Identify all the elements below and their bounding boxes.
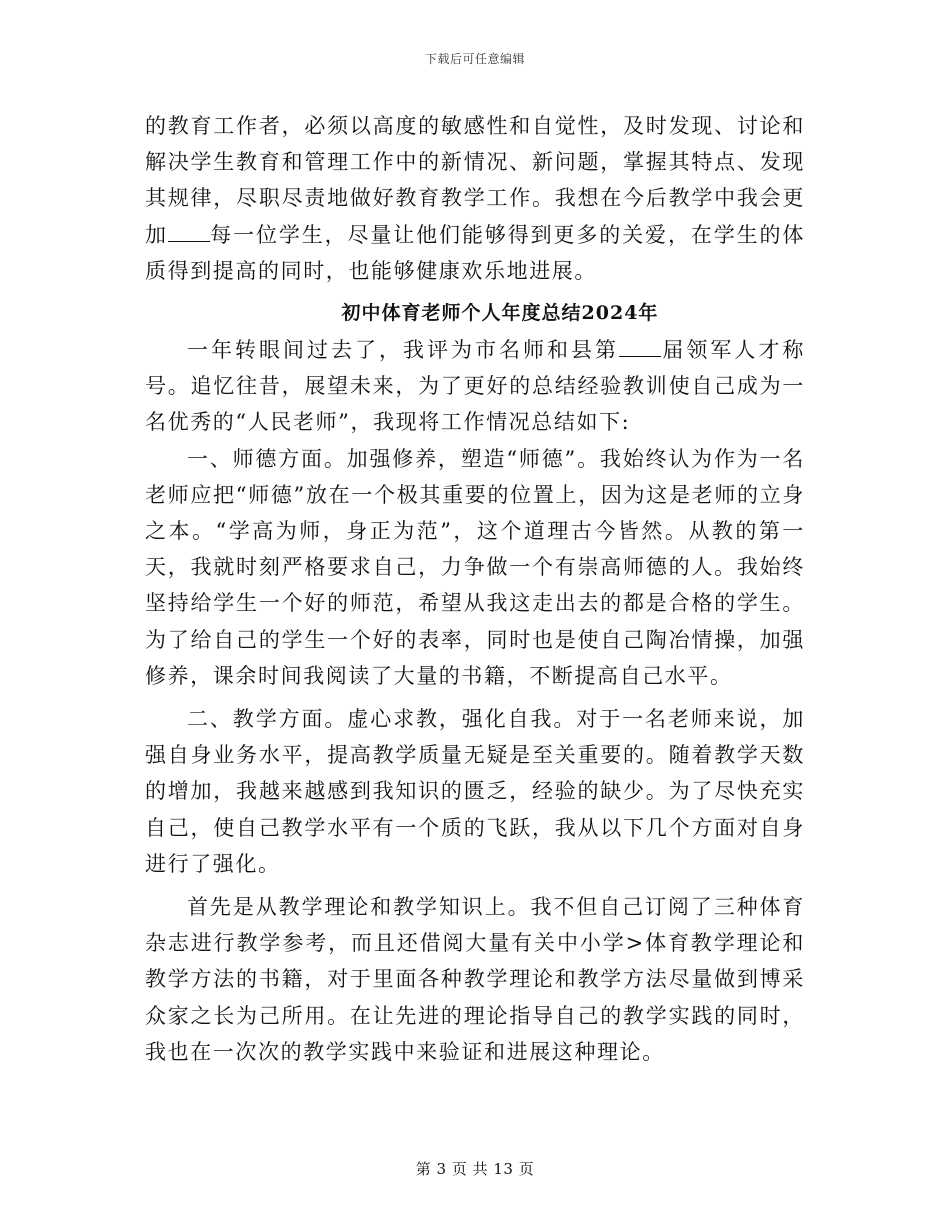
paragraph-spacer bbox=[145, 694, 805, 701]
opening-paragraph bbox=[145, 332, 805, 441]
paragraph-spacer bbox=[145, 882, 805, 889]
fill-in-blank bbox=[619, 338, 661, 357]
intro-paragraph-text-2: 每一位学生，尽量让他们能够得到更多的关爱，在学生的体质得到提高的同时，也能够健康欢乐地进展。 bbox=[145, 222, 805, 283]
ethics-paragraph: 一、师德方面。加强修养，塑造“师德”。我始终认为作为一名老师应把“师德”放在一个极其重要的位置上，因为这是老师的立身之本。“学高为师，身正为范”，这个道理古今皆然。从教的第一天，我就时刻严格要求自己，力争做一个有崇高师德的人。我始终坚持给学生一个好的师范，希望从我这走出去的都是合格的学生。为了给自己的学生一个好的表率，同时也是使自己陶冶情操，加强修养，课余时间我阅读了大量的书籍，不断提高自己水平。 bbox=[145, 446, 805, 688]
document-body bbox=[145, 108, 805, 1070]
teaching-paragraph: 二、教学方面。虚心求教，强化自我。对于一名老师来说，加强自身业务水平，提高教学质量无疑是至关重要的。随着教学天数的增加，我越来越感到我知识的匮乏，经验的缺少。为了尽快充实自己，使自己教学水平有一个质的飞跃，我从以下几个方面对自身进行了强化。 bbox=[145, 707, 805, 876]
page-header: 下载后可任意编辑 bbox=[424, 52, 525, 66]
opening-paragraph-text-1: 一年转眼间过去了，我评为市名师和县第 bbox=[187, 338, 619, 363]
page-number: 第 3 页 共 13 页 bbox=[415, 1160, 535, 1178]
theory-paragraph: 首先是从教学理论和教学知识上。我不但自己订阅了三种体育杂志进行教学参考，而且还借阅大量有关中小学>体育教学理论和教学方法的书籍，对于里面各种教学理论和教学方法尽量做到博采众家之长为己所用。在让先进的理论指导自己的教学实践的同时，我也在一次次的教学实践中来验证和进展这种理论。 bbox=[145, 895, 805, 1064]
section-title: 初中体育老师个人年度总结2024年 bbox=[341, 302, 659, 325]
opening-paragraph-text-2: 届领军人才称号。追忆往昔，展望未来，为了更好的总结经验教训使自己成为一名优秀的“人民老师”，我现将工作情况总结如下: bbox=[145, 338, 805, 435]
fill-in-blank bbox=[168, 223, 210, 242]
intro-paragraph bbox=[145, 108, 805, 289]
intro-paragraph-text-1: 的教育工作者，必须以高度的敏感性和自觉性，及时发现、讨论和解决学生教育和管理工作中的新情况、新问题，掌握其特点、发现其规律，尽职尽责地做好教育教学工作。我想在今后教学中我会更加 bbox=[145, 114, 805, 247]
